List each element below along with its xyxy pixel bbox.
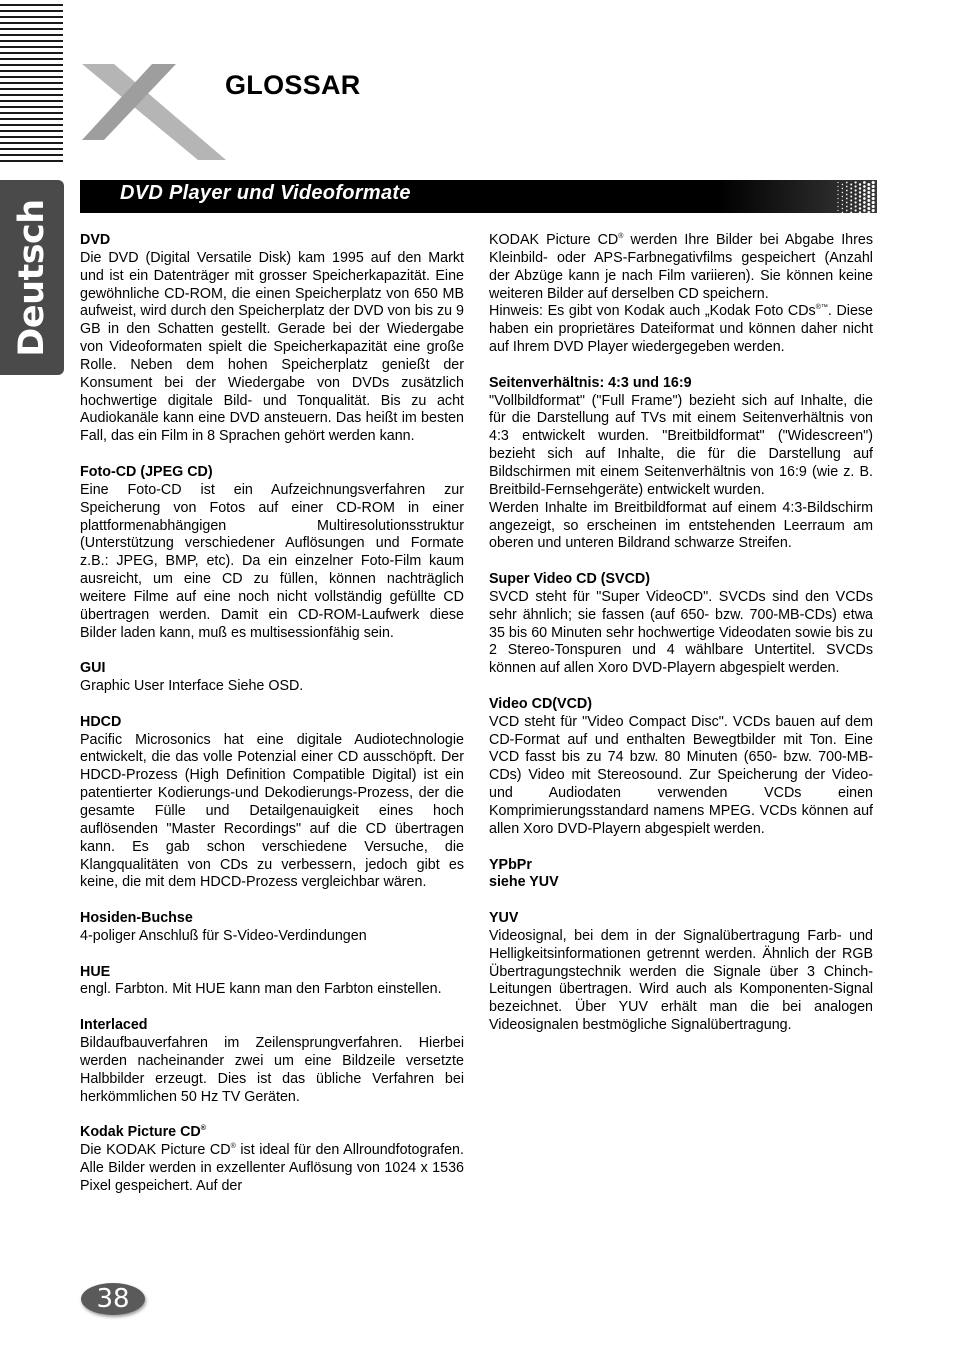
entry-title: HUE	[80, 963, 111, 980]
entry-text	[80, 1142, 464, 1196]
entry-text-b: werden Ihre Bilder bei Abgabe Ihres Kleinbild- oder APS-Farbnegativfilms gespeichert (Anzahl der Abzüge kann je nach Film variieren). Sie können keine weiteren Bilder auf derselben CD speichern.	[489, 232, 873, 302]
entry-text: Graphic User Interface Siehe OSD.	[80, 678, 304, 695]
entry-text: Werden Inhalte im Breitbildformat auf einem 4:3-Bildschirm angezeigt, so erscheinen im entstehenden Leerraum am oberen und unteren Bildrand schwarze Streifen.	[489, 499, 873, 552]
language-tab-label: Deutsch	[12, 198, 52, 357]
registered-mark: ®	[618, 233, 624, 240]
language-tab	[0, 180, 64, 375]
halftone-dots-icon	[835, 180, 877, 213]
glossary-entry-svcd	[489, 571, 873, 678]
entry-title: HDCD	[80, 713, 122, 730]
entry-text: Pacific Microsonics hat eine digitale Audiotechnologie entwickelt, die das volle Potenzial einer CD ausschöpft. Der HDCD-Prozess (High Definition Compatible Digital) ist ein patentierter Kodierungs-und Dekodierungs-Prozess, der die gesamte Fülle und Detailgenauigkeit eines hoch auflösenden "Master Recordings" auf die CD übertragen kann. Es gab schon verschiedene Versuche, die Klangqualitäten von CDs zu verbessern, jedoch gibt es keine, die mit dem HDCD-Prozess vergleichbar wären.	[80, 731, 464, 891]
entry-title	[80, 1124, 464, 1142]
entry-title: Interlaced	[80, 1017, 148, 1034]
entry-title: Hosiden-Buchse	[80, 910, 193, 927]
left-column	[80, 232, 464, 1213]
entry-title-text: Kodak Picture CD	[80, 1124, 201, 1141]
glossary-entry-hue	[80, 964, 464, 1000]
entry-text-a: Die KODAK Picture CD	[80, 1142, 231, 1159]
section-title: DVD Player und Videoformate	[120, 182, 411, 204]
entry-text: "Vollbildformat" ("Full Frame") bezieht sich auf Inhalte, die für die Darstellung auf TVs mit einem Seitenverhältnis von 4:3 entwickelt wurden. "Breitbildformat" ("Widescreen") bezieht sich auf Inhalte, die für die Darstellung auf Bildschirmen mit einem Seitenverhältnis von 16:9 (wie z. B. Breitbild-Fernsehgeräte) entwickelt wurden.	[489, 392, 873, 498]
entry-title: GUI	[80, 660, 106, 677]
entry-title: Video CD(VCD)	[489, 695, 592, 712]
entry-title: YPbPr	[489, 856, 532, 873]
entry-text: VCD steht für "Video Compact Disc". VCDs bauen auf dem CD-Format auf und enthalten Bewegtbilder mit Ton. Eine VCD fasst bis zu 74 bzw. 80 Minuten (650- bzw. 700-MB-CDs) Video mit Stereosound. Zur Speicherung der Video- und Audiodaten verwenden VCDs einen Komprimierungsstandard namens MPEG. VCDs können auf allen Xoro DVD-Playern abgespielt werden.	[489, 713, 873, 837]
glossary-entry-vcd	[489, 696, 873, 839]
entry-text: engl. Farbton. Mit HUE kann man den Farbton einstellen.	[80, 981, 442, 998]
entry-hint	[489, 303, 873, 357]
entry-hint-a: Hinweis: Es gibt von Kodak auch „Kodak Foto CDs	[489, 303, 816, 320]
glossary-entry-dvd	[80, 232, 464, 446]
glossary-entry-kodak	[80, 1124, 464, 1195]
entry-title: YUV	[489, 910, 519, 927]
glossary-entry-gui	[80, 660, 464, 696]
page-number-badge	[81, 1283, 145, 1315]
section-header-band	[80, 180, 877, 213]
entry-text: Eine Foto-CD ist ein Aufzeichnungsverfahren zur Speicherung von Fotos auf einer CD-ROM in einer plattformenabhängigen Multiresolutionsstruktur (Unterstützung verschiedener Auflösungen und Formate z.B.: JPEG, BMP, etc). Da ein einzelner Foto-Film kaum ausreicht, um eine CD zu füllen, können nachträglich weitere Filme auf eine noch nicht vollständig gefüllte CD übertragen werden. Damit ein CD-ROM-Laufwerk diese Bilder laden kann, muß es multisessionfähig sein.	[80, 481, 464, 641]
entry-text: 4-poliger Anschluß für S-Video-Verdindungen	[80, 927, 367, 944]
entry-title: Super Video CD (SVCD)	[489, 571, 650, 588]
entry-subtitle: siehe YUV	[489, 874, 559, 891]
entry-title: DVD	[80, 232, 111, 248]
xoro-x-logo-icon	[80, 60, 230, 164]
registered-mark: ®	[230, 1143, 236, 1151]
page-number: 38	[96, 1284, 130, 1314]
decorative-stripes	[0, 4, 63, 162]
entry-text-b: ist ideal für den Allroundfotografen. Alle Bilder werden in exzellenter Auflösung von 1024 x 1536 Pixel gespeichert. Auf der	[80, 1142, 464, 1194]
glossary-entry-kodak-continued	[489, 232, 873, 357]
glossary-entry-hdcd	[80, 714, 464, 892]
glossary-entry-interlaced	[80, 1017, 464, 1106]
entry-text-a: KODAK Picture CD	[489, 232, 619, 248]
entry-hint-b: . Diese haben ein proprietäres Dateiformat und können daher nicht auf Ihrem DVD Player wiedergegeben werden.	[489, 303, 873, 356]
glossary-entry-foto-cd	[80, 464, 464, 642]
entry-text: Videosignal, bei dem in der Signalübertragung Farb- und Helligkeitsinformationen getrennt werden. Ähnlich der RGB Übertragungstechnik werden die Signale über 3 Chinch-Leitungen übertragen. Wird auch als Komponenten-Signal bezeichnet. Über YUV erhält man die bei analogen Videosignalen bestmögliche Signalübertragung.	[489, 927, 873, 1034]
registered-mark: ®	[200, 1125, 206, 1133]
right-column	[489, 232, 873, 1053]
entry-text	[489, 232, 873, 303]
entry-text: Die DVD (Digital Versatile Disk) kam 1995 auf den Markt und ist ein Datenträger mit grosser Speicherkapazität. Eine gewöhnliche CD-ROM, die einen Speicherplatz von 650 MB aufweist, wird durch den Speicherplatz der DVD von bis zu 9 GB in den Schatten gestellt. Gerade bei der Wiedergabe von Videoformaten spielt die Speicherkapazität eine große Rolle. Neben dem hohen Speicherplatz genießt der Konsument bei der Wiedergabe von DVDs zusätzlich hochwertige digitale Bild- und Tonqualität. Bis zu acht Audiokanäle kann eine DVD ansteuern. Das heißt im besten Fall, das ein Film in 8 Sprachen gehört werden kann.	[80, 249, 464, 445]
glossary-entry-ypbpr	[489, 857, 873, 893]
glossary-entry-yuv	[489, 910, 873, 1035]
entry-title: Foto-CD (JPEG CD)	[80, 463, 213, 480]
glossary-entry-aspect-ratio	[489, 375, 873, 553]
trademark-mark: ®™	[815, 304, 828, 312]
glossary-entry-hosiden	[80, 910, 464, 946]
entry-text: SVCD steht für "Super VideoCD". SVCDs sind den VCDs sehr ähnlich; sie fassen (auf 650- bzw. 700-MB-CDs) etwa 35 bis 60 Minuten sehr hochwertige Videodaten sowie bis zu 2 Stereo-Tonspuren und 4 wählbare Untertitel. SVCDs können auf allen Xoro DVD-Playern abgespielt werden.	[489, 588, 873, 677]
entry-text: Bildaufbauverfahren im Zeilensprungverfahren. Hierbei werden nacheinander zwei um eine Bildzeile versetzte Halbbilder erzeugt. Dies ist das übliche Verfahren bei herkömmlichen 50 Hz TV Geräten.	[80, 1034, 464, 1105]
page-title: GLOSSAR	[225, 70, 361, 100]
entry-title: Seitenverhältnis: 4:3 und 16:9	[489, 374, 692, 391]
